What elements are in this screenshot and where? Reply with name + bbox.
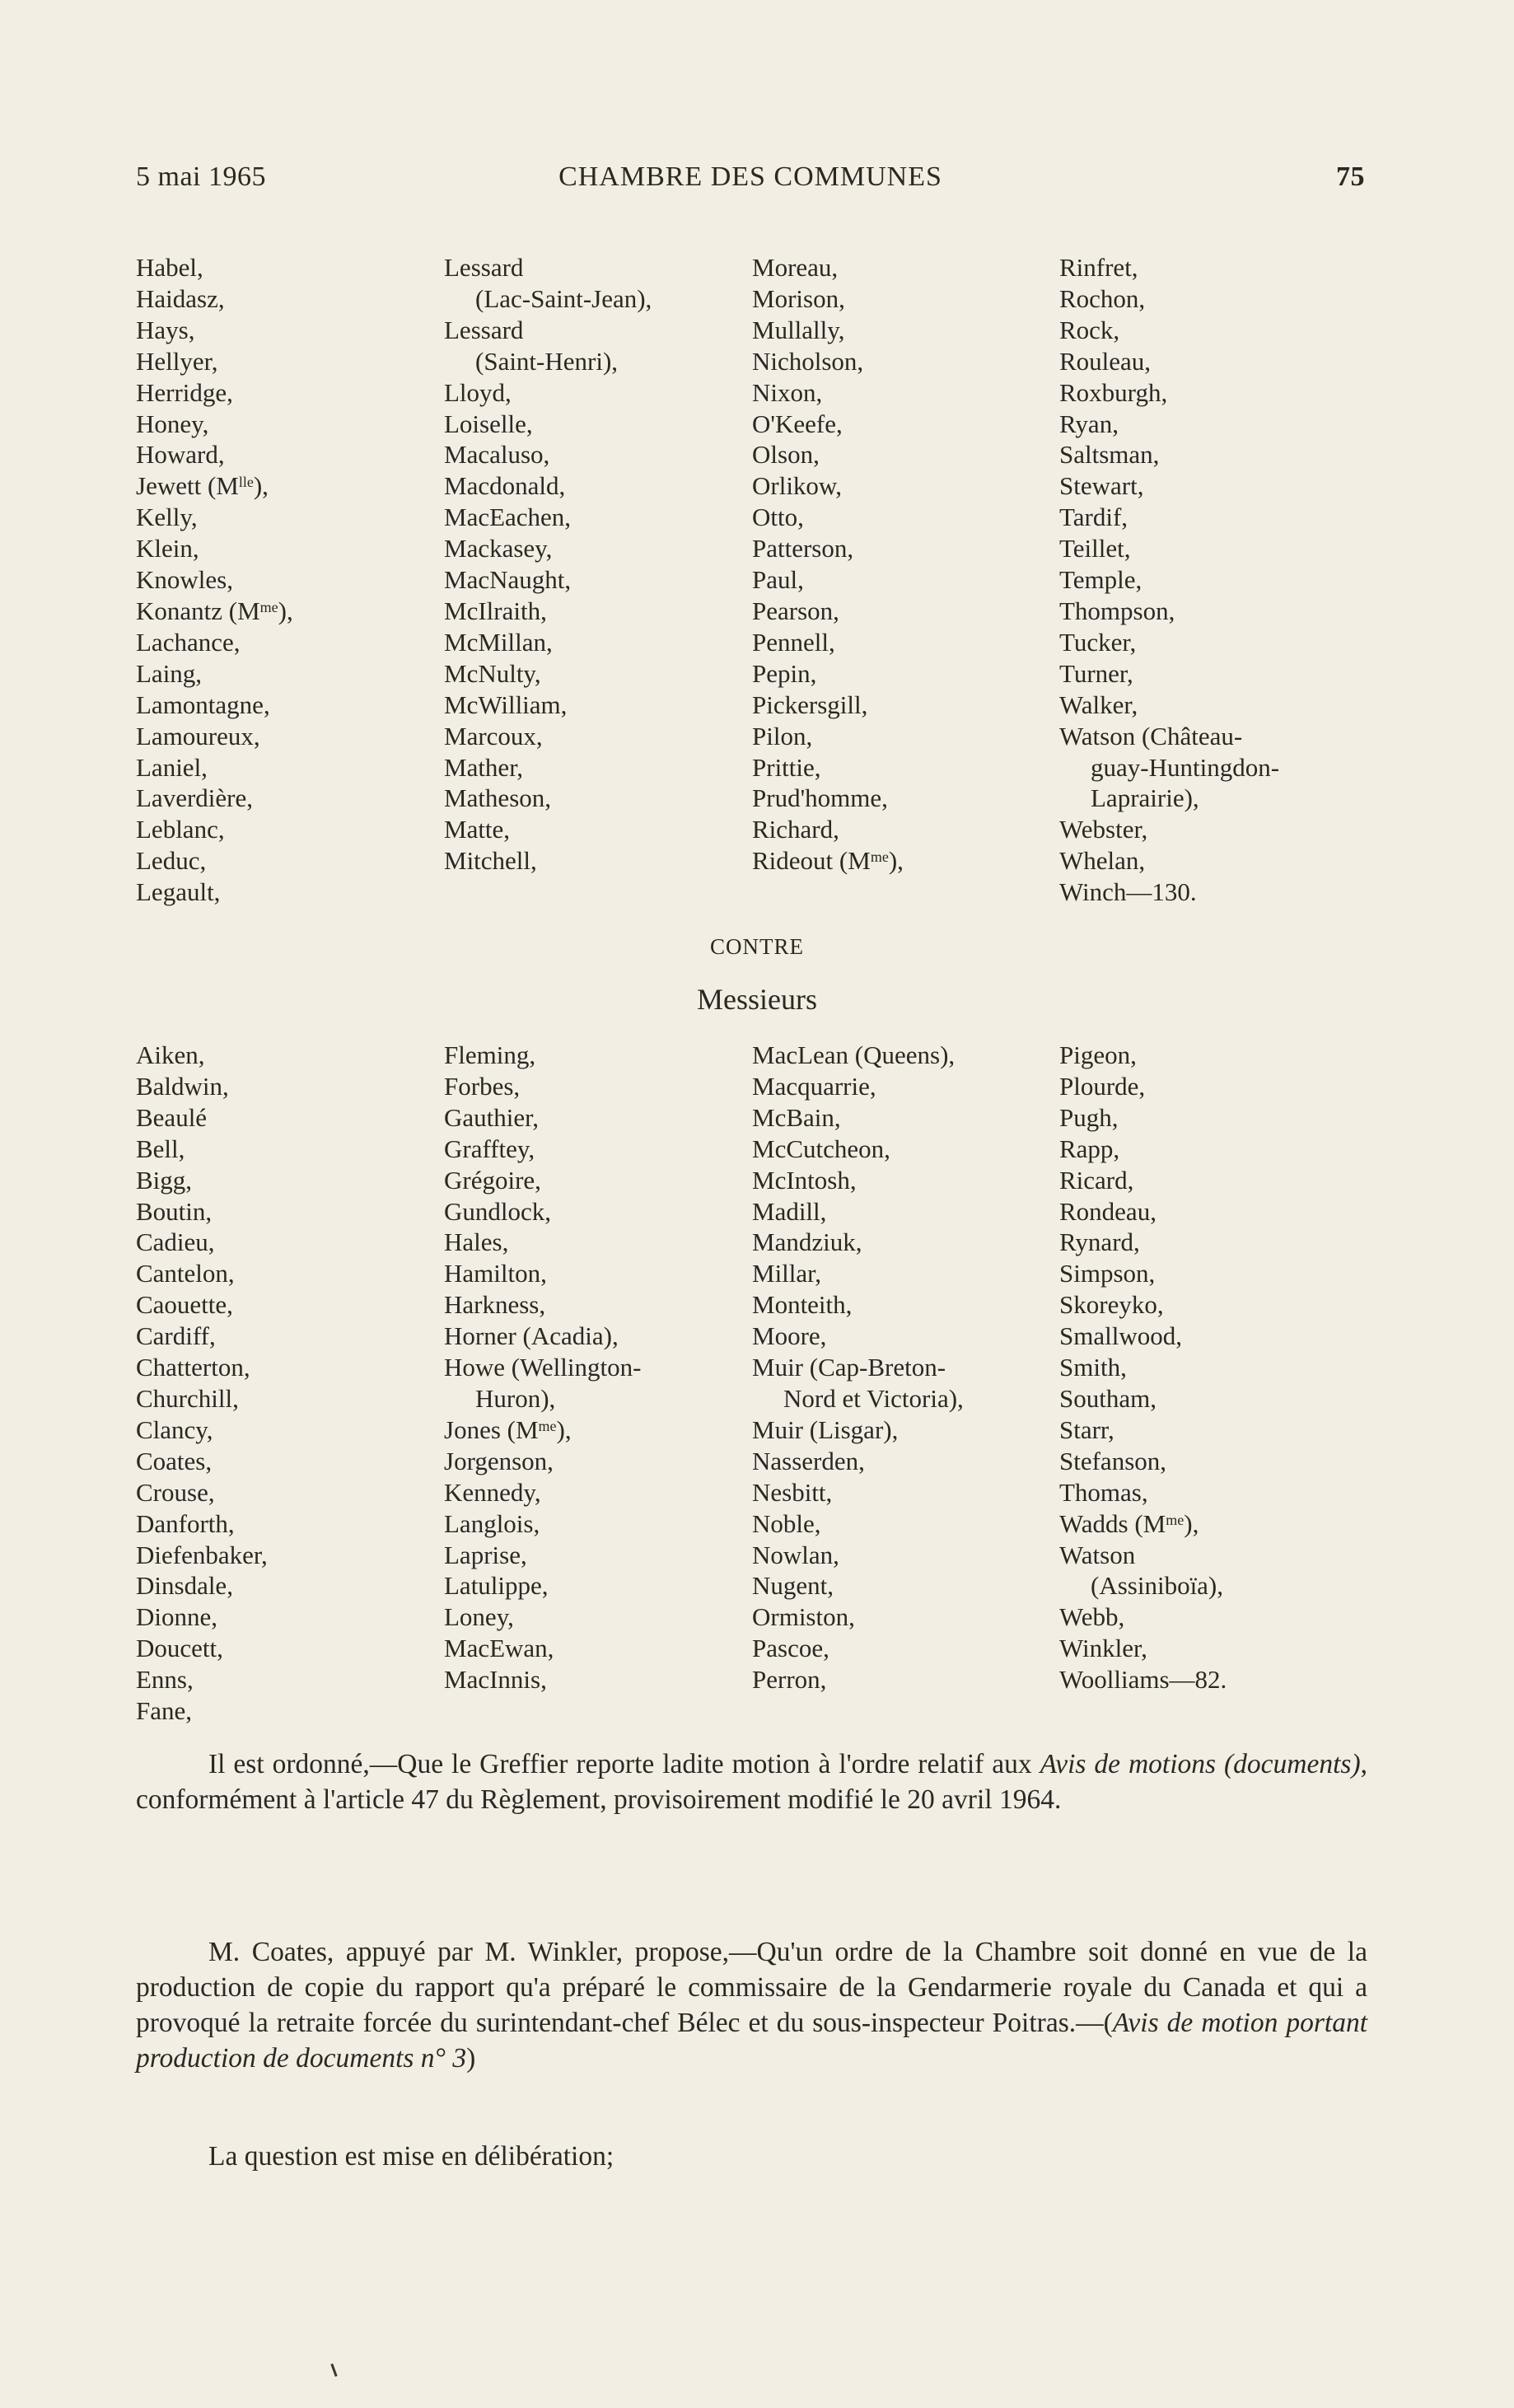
member-name: Howe (Wellington- — [444, 1353, 642, 1382]
member-name — [136, 596, 442, 627]
member-name: Loney, — [444, 1602, 514, 1632]
member-name — [752, 845, 1058, 877]
member-name: Diefenbaker, — [136, 1540, 268, 1569]
member-name: Gundlock, — [444, 1196, 552, 1226]
member-name: Matheson, — [444, 783, 552, 813]
member-name: Tardif, — [1059, 503, 1128, 532]
member-name: Leduc, — [136, 846, 207, 876]
title-superscript: me — [259, 598, 278, 615]
member-name: Ormiston, — [752, 1602, 855, 1632]
member-name: Noble, — [752, 1508, 821, 1538]
member-name: Habel, — [136, 253, 203, 282]
member-name: Macaluso, — [444, 440, 550, 470]
member-name: Klein, — [136, 534, 199, 563]
title-superscript: lle — [238, 474, 254, 491]
member-name: Whelan, — [1059, 846, 1146, 876]
member-name: Doucett, — [136, 1634, 223, 1663]
member-name: McWilliam, — [444, 690, 568, 719]
member-name: Pascoe, — [752, 1634, 829, 1663]
member-name: Moreau, — [752, 253, 839, 282]
member-name: Thompson, — [1059, 596, 1175, 625]
member-name: Honey, — [136, 409, 209, 438]
member-name: MacEachen, — [444, 503, 572, 532]
motion-paragraph — [136, 1934, 1367, 2076]
pour-column-2 — [444, 252, 750, 877]
member-name: Langlois, — [444, 1508, 540, 1538]
member-name-text: Jewett (M — [136, 471, 239, 501]
member-name: Thomas, — [1059, 1477, 1148, 1507]
member-name: Rondeau, — [1059, 1196, 1157, 1226]
member-name-continuation: guay-Huntingdon- — [1091, 752, 1280, 782]
member-name: Olson, — [752, 440, 820, 470]
member-name: Pearson, — [752, 596, 839, 625]
pour-column-4 — [1059, 252, 1366, 908]
member-name — [1059, 1508, 1366, 1540]
member-name: Teillet, — [1059, 534, 1131, 563]
member-name: Saltsman, — [1059, 440, 1160, 470]
member-name: Simpson, — [1059, 1259, 1156, 1288]
member-name-continuation: (Saint-Henri), — [475, 346, 619, 376]
motion-text-italic: Avis de motion portant production de documents n° 3 — [136, 2008, 1368, 2074]
member-name: Harkness, — [444, 1290, 546, 1320]
member-name: Enns, — [136, 1665, 194, 1695]
member-name — [136, 470, 442, 502]
member-name: Churchill, — [136, 1383, 239, 1413]
member-name: Otto, — [752, 503, 804, 532]
motion-text-end: ) — [466, 2043, 476, 2074]
name-suffix: ), — [253, 471, 269, 501]
pour-column-1 — [136, 252, 442, 908]
member-name: Hays, — [136, 315, 195, 344]
member-name: Prittie, — [752, 752, 821, 782]
member-name: Rochon, — [1059, 283, 1146, 313]
member-name: Plourde, — [1059, 1071, 1146, 1101]
member-name: Aiken, — [136, 1040, 205, 1069]
member-name: Howard, — [136, 440, 225, 470]
member-name: Kennedy, — [444, 1477, 541, 1507]
motion-text-start: M. Coates, appuyé par M. Winkler, propose,—Qu'un ordre de la Chambre soit donné en vue de la production de copie du rapport qu'a préparé le commissaire de la Gendarmerie royale du Canada et qui a provoqué la retraite forcée du surintendant-chef Bélec et du sous-inspecteur Poitras.—( — [136, 1937, 1367, 2038]
title-superscript: me — [870, 849, 889, 866]
member-name: Bigg, — [136, 1165, 193, 1195]
member-name: Roxburgh, — [1059, 377, 1168, 407]
member-name: Knowles, — [136, 565, 233, 595]
member-name: Cadieu, — [136, 1227, 215, 1257]
member-name: Dionne, — [136, 1602, 218, 1632]
member-name: MacEwan, — [444, 1634, 554, 1663]
order-paragraph — [136, 1746, 1367, 1817]
member-name: Webb, — [1059, 1602, 1125, 1632]
member-name-text: Jones (M — [444, 1414, 539, 1444]
member-name: Macdonald, — [444, 471, 566, 501]
member-name-continuation: (Lac-Saint-Jean), — [475, 283, 652, 313]
member-name-continuation: Nord et Victoria), — [783, 1383, 964, 1413]
member-name: Beaulé — [136, 1102, 208, 1132]
running-header — [136, 161, 1365, 201]
member-name: Baldwin, — [136, 1071, 229, 1101]
member-name: MacNaught, — [444, 565, 572, 595]
member-name: Nesbitt, — [752, 1477, 833, 1507]
member-name: Mullally, — [752, 315, 845, 344]
member-name: Mitchell, — [444, 846, 537, 876]
member-name: Orlikow, — [752, 471, 843, 501]
member-name: Haidasz, — [136, 283, 225, 313]
member-name: McBain, — [752, 1102, 841, 1132]
name-suffix: ), — [556, 1414, 572, 1444]
member-name: Jorgenson, — [444, 1446, 554, 1475]
member-name: Coates, — [136, 1446, 213, 1475]
order-text-italic: Avis de motions (documents) — [1040, 1749, 1361, 1779]
member-name: Laniel, — [136, 752, 208, 782]
member-name: Danforth, — [136, 1508, 235, 1538]
stray-ink-mark — [330, 2364, 337, 2377]
member-name: Fane, — [136, 1696, 193, 1726]
member-name: Dinsdale, — [136, 1571, 233, 1601]
member-name: Legault, — [136, 877, 221, 907]
member-name: McIntosh, — [752, 1165, 857, 1195]
member-name: Rapp, — [1059, 1134, 1120, 1163]
member-name: Paul, — [752, 565, 804, 595]
member-name: McNulty, — [444, 658, 541, 688]
member-name: Loiselle, — [444, 409, 533, 438]
member-name: Laprise, — [444, 1540, 527, 1569]
member-name: Fleming, — [444, 1040, 536, 1069]
member-name: Winkler, — [1059, 1634, 1147, 1663]
member-name: McIlraith, — [444, 596, 547, 625]
header-date: 5 mai 1965 — [136, 161, 266, 192]
member-name: McMillan, — [444, 627, 553, 657]
member-name: MacLean (Queens), — [752, 1040, 956, 1069]
name-suffix: ), — [1184, 1508, 1199, 1538]
member-name: Stewart, — [1059, 471, 1144, 501]
contre-column-3 — [752, 1040, 1058, 1695]
member-name: Mandziuk, — [752, 1227, 862, 1257]
member-name: Pilon, — [752, 721, 813, 750]
contre-heading: CONTRE — [710, 934, 804, 959]
member-name: Watson — [1059, 1540, 1136, 1569]
member-name: O'Keefe, — [752, 409, 843, 438]
member-name: Matte, — [444, 815, 511, 844]
member-name: Ryan, — [1059, 409, 1119, 438]
member-name: Nasserden, — [752, 1446, 865, 1475]
member-name: Webster, — [1059, 815, 1148, 844]
member-name-text: Konantz (M — [136, 596, 260, 625]
member-name: Pugh, — [1059, 1102, 1119, 1132]
member-name: Bell, — [136, 1134, 185, 1163]
member-name: Crouse, — [136, 1477, 215, 1507]
member-name-continuation: (Assiniboïa), — [1091, 1571, 1224, 1601]
member-name: Caouette, — [136, 1290, 233, 1320]
member-name: Forbes, — [444, 1071, 521, 1101]
member-name: Prud'homme, — [752, 783, 888, 813]
member-name: Starr, — [1059, 1414, 1114, 1444]
member-name: Rinfret, — [1059, 253, 1138, 282]
member-name: Hamilton, — [444, 1259, 547, 1288]
member-name: Lessard — [444, 315, 524, 344]
member-name: Mather, — [444, 752, 524, 782]
member-name: MacInnis, — [444, 1665, 547, 1695]
member-name: Nicholson, — [752, 346, 864, 376]
member-name: Clancy, — [136, 1414, 213, 1444]
member-name: Millar, — [752, 1259, 821, 1288]
member-name: Woolliams—82. — [1059, 1665, 1227, 1695]
member-name: Lamontagne, — [136, 690, 270, 719]
member-name: Lloyd, — [444, 377, 512, 407]
contre-column-1 — [136, 1040, 442, 1727]
member-name: Ricard, — [1059, 1165, 1134, 1195]
member-name: Skoreyko, — [1059, 1290, 1164, 1320]
member-name: Temple, — [1059, 565, 1143, 595]
member-name: Latulippe, — [444, 1571, 549, 1601]
member-name: Laing, — [136, 658, 203, 688]
member-name: Pickersgill, — [752, 690, 868, 719]
title-superscript: me — [1166, 1511, 1185, 1528]
member-name: Leblanc, — [136, 815, 225, 844]
member-name: Lachance, — [136, 627, 241, 657]
member-name: Hellyer, — [136, 346, 218, 376]
member-name: Gauthier, — [444, 1102, 539, 1132]
title-superscript: me — [538, 1417, 557, 1434]
contre-column-2 — [444, 1040, 750, 1695]
member-name: Turner, — [1059, 658, 1133, 688]
member-name-text: Wadds (M — [1059, 1508, 1166, 1538]
member-name: Marcoux, — [444, 721, 543, 750]
messieurs-heading: Messieurs — [697, 983, 817, 1016]
member-name: Tucker, — [1059, 627, 1137, 657]
member-name: Richard, — [752, 815, 839, 844]
question-text: La question est mise en délibération; — [208, 2141, 614, 2172]
order-text-end: , conformément à l'article 47 du Règlement, provisoirement modifié le 20 avril 1964. — [136, 1749, 1367, 1815]
member-name: Rouleau, — [1059, 346, 1152, 376]
order-text-start: Il est ordonné,—Que le Greffier reporte ladite motion à l'ordre relatif aux — [208, 1749, 1040, 1779]
member-name: Chatterton, — [136, 1353, 250, 1382]
member-name: Kelly, — [136, 503, 198, 532]
member-name: Mackasey, — [444, 534, 553, 563]
member-name — [444, 1414, 750, 1446]
member-name: Pepin, — [752, 658, 817, 688]
member-name: Winch—130. — [1059, 877, 1197, 907]
header-title: CHAMBRE DES COMMUNES — [558, 161, 942, 192]
member-name: Grégoire, — [444, 1165, 541, 1195]
member-name: Smith, — [1059, 1353, 1127, 1382]
member-name: Nowlan, — [752, 1540, 839, 1569]
member-name: Cardiff, — [136, 1321, 216, 1351]
member-name: Perron, — [752, 1665, 827, 1695]
member-name: Lamoureux, — [136, 721, 260, 750]
member-name: Pennell, — [752, 627, 835, 657]
member-name: Horner (Acadia), — [444, 1321, 619, 1351]
member-name: Watson (Château- — [1059, 721, 1243, 750]
member-name: Muir (Lisgar), — [752, 1414, 899, 1444]
member-name-text: Rideout (M — [752, 846, 871, 876]
page-number: 75 — [1336, 161, 1365, 192]
name-suffix: ), — [278, 596, 293, 625]
member-name: Muir (Cap-Breton- — [752, 1353, 946, 1382]
member-name: Patterson, — [752, 534, 854, 563]
member-name: Walker, — [1059, 690, 1138, 719]
member-name-continuation: Laprairie), — [1091, 783, 1199, 813]
member-name: Herridge, — [136, 377, 233, 407]
member-name: Grafftey, — [444, 1134, 535, 1163]
member-name: Lessard — [444, 253, 524, 282]
member-name: Nugent, — [752, 1571, 834, 1601]
member-name: Boutin, — [136, 1196, 213, 1226]
contre-column-4 — [1059, 1040, 1366, 1695]
member-name: Monteith, — [752, 1290, 853, 1320]
member-name: Laverdière, — [136, 783, 253, 813]
question-paragraph — [136, 2139, 1367, 2174]
member-name: McCutcheon, — [752, 1134, 890, 1163]
member-name: Madill, — [752, 1196, 827, 1226]
name-suffix: ), — [888, 846, 904, 876]
pour-column-3 — [752, 252, 1058, 877]
member-name: Nixon, — [752, 377, 823, 407]
member-name: Cantelon, — [136, 1259, 235, 1288]
member-name: Rock, — [1059, 315, 1120, 344]
member-name: Smallwood, — [1059, 1321, 1182, 1351]
member-name: Stefanson, — [1059, 1446, 1167, 1475]
member-name: Morison, — [752, 283, 845, 313]
member-name: Macquarrie, — [752, 1071, 876, 1101]
member-name: Rynard, — [1059, 1227, 1140, 1257]
member-name-continuation: Huron), — [475, 1383, 556, 1413]
member-name: Hales, — [444, 1227, 509, 1257]
member-name: Pigeon, — [1059, 1040, 1137, 1069]
member-name: Southam, — [1059, 1383, 1157, 1413]
member-name: Moore, — [752, 1321, 827, 1351]
